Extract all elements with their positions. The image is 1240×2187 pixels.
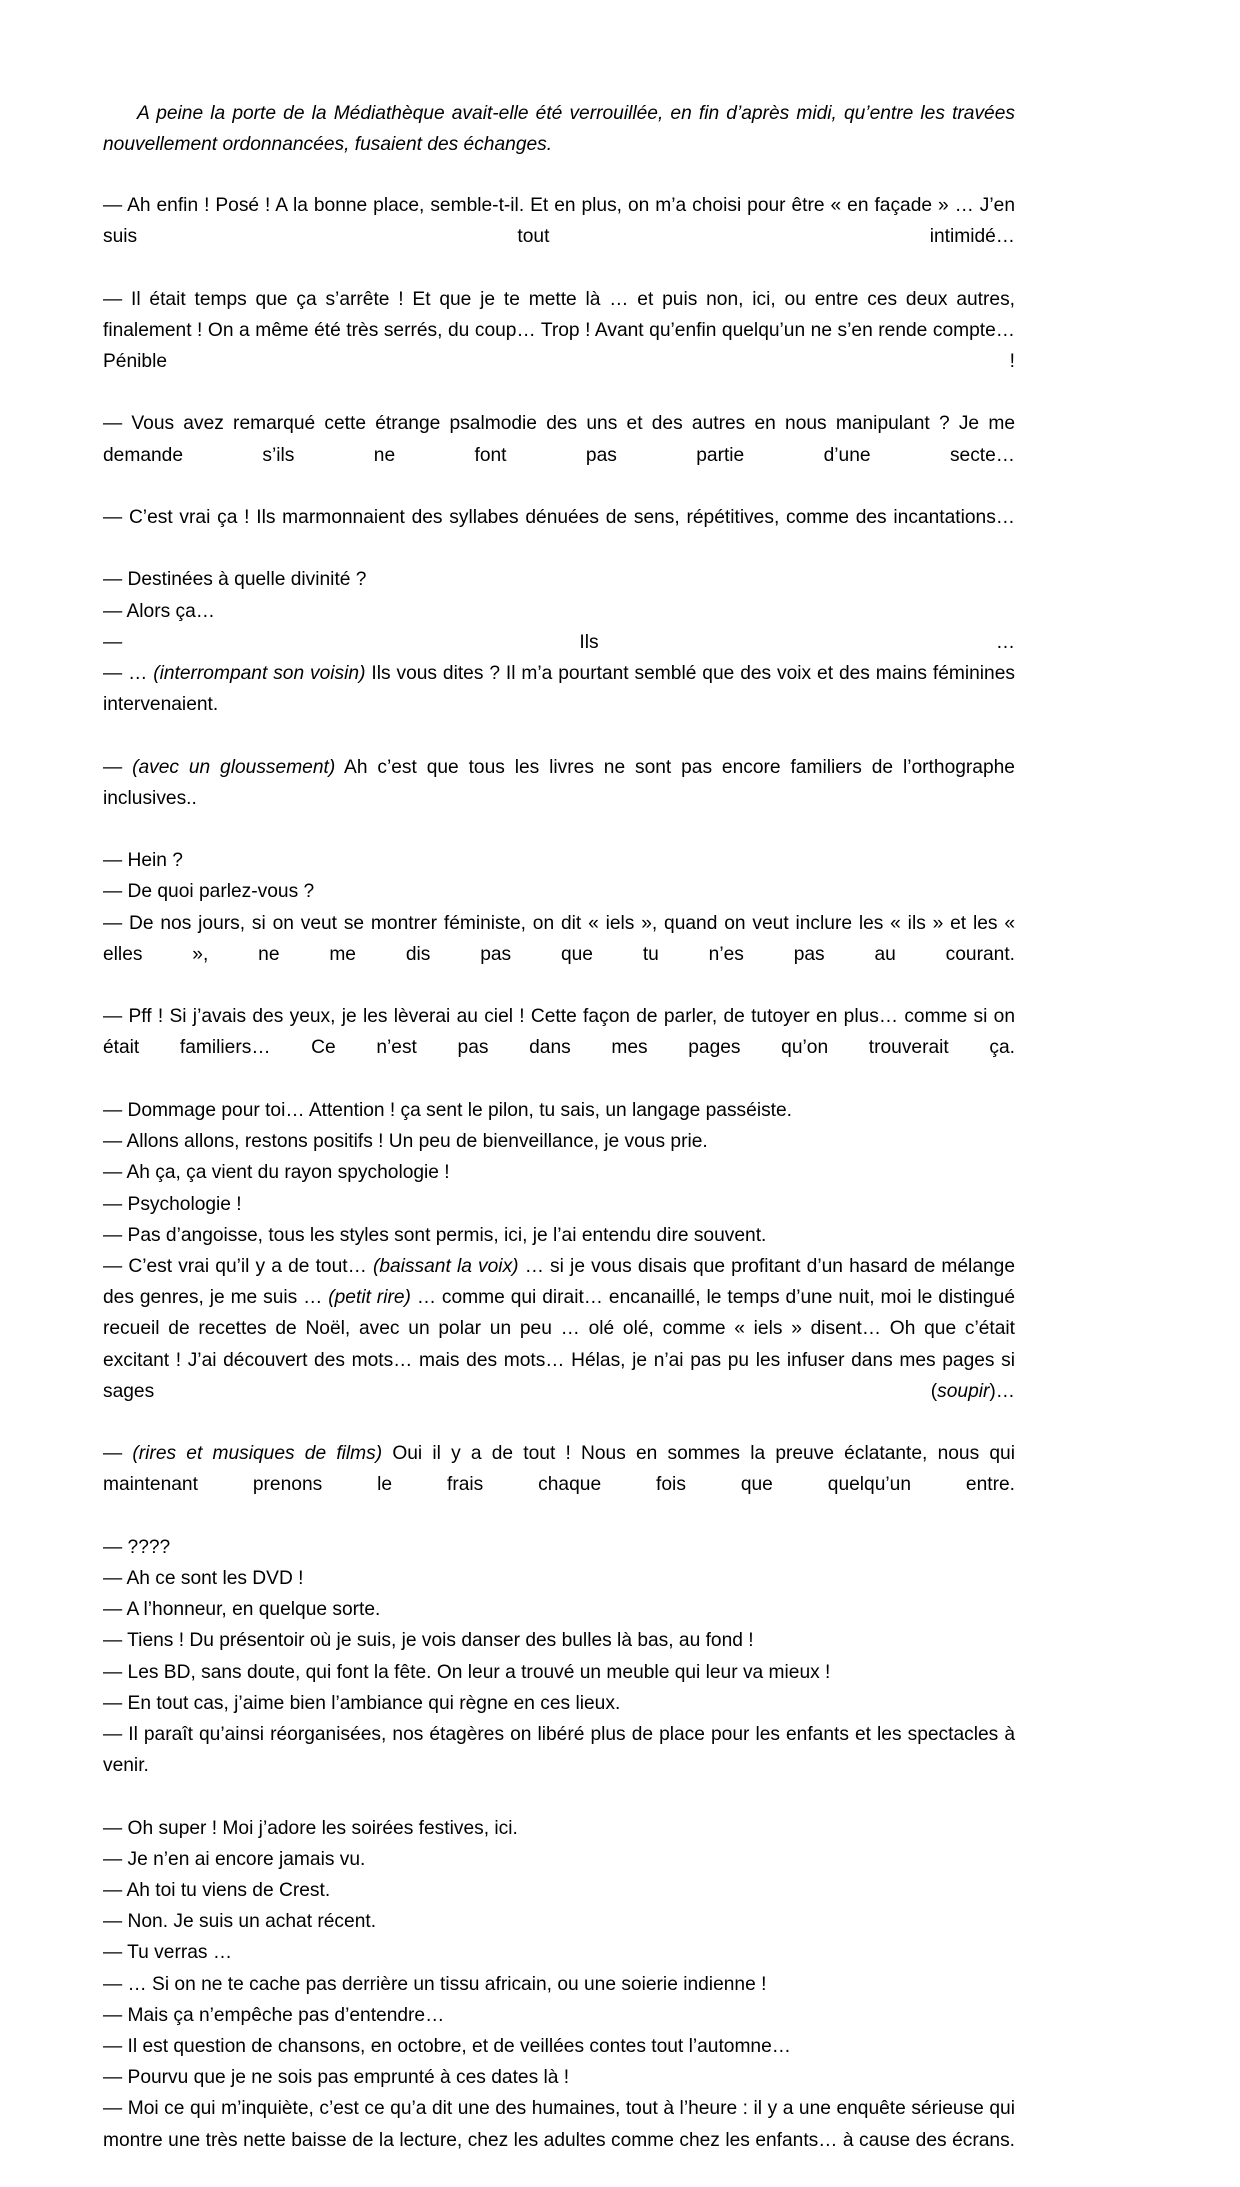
dialogue-line: — Alors ça… (103, 600, 215, 622)
stage-direction: (rires et musiques de films) (132, 1443, 383, 1465)
line-suffix: Ils vous dites ? Il m’a pourtant semblé que des voix et des mains féminines intervenaient. (103, 663, 1015, 716)
dialogue-line: — Il est question de chansons, en octobre, et de veillées contes tout l’automne… (103, 2035, 791, 2057)
dialogue-line: — Mais ça n’empêche pas d’entendre… (103, 2004, 445, 2026)
dialogue-line-spread (103, 627, 1015, 658)
dialogue-line: — De quoi parlez-vous ? (103, 881, 315, 903)
dialogue-line: — ???? (103, 1536, 171, 1558)
line-suffix: Ah c’est que tous les livres ne sont pas encore familiers de l’orthographe inclusives.. (103, 756, 1015, 809)
dialogue-block (103, 190, 1015, 2187)
dialogue-line (103, 1251, 1015, 1438)
dialogue-line: — Ah enfin ! Posé ! A la bonne place, semble-t-il. Et en plus, on m’a choisi pour être « en façade » … J’en suis tout intimidé… (103, 195, 1015, 248)
dialogue-line: — Dommage pour toi… Attention ! ça sent le pilon, tu sais, un langage passéiste. (103, 1099, 793, 1121)
stage-direction: (baissant la voix) (372, 1255, 519, 1277)
dialogue-line: — Tiens ! Du présentoir où je suis, je vois danser des bulles là bas, au fond ! (103, 1630, 754, 1652)
dialogue-line: — Ah toi tu viens de Crest. (103, 1879, 331, 1901)
dialogue-line: — Vous avez remarqué cette étrange psalmodie des uns et des autres en nous manipulant ? Je me demande s’ils ne font pas partie d’une secte… (103, 413, 1015, 466)
stage-direction: (avec un gloussement) (132, 756, 336, 778)
dialogue-line: — Ah ce sont les DVD ! (103, 1567, 304, 1589)
dialogue-line: — Les BD, sans doute, qui font la fête. On leur a trouvé un meuble qui leur va mieux ! (103, 1661, 831, 1683)
stage-direction: soupir (937, 1380, 990, 1402)
line-part: … comme qui dirait… encanaillé, le temps d’une nuit, moi le distingué recueil de recettes de Noël, avec un polar un peu … olé olé, comme « iels » disent… Oh que c’était excitant ! J’ai découvert des mots… mais des mots… Hélas, je n’ai pas pu les infuser dans mes pages si sages ( (103, 1287, 1015, 1402)
dialogue-line: — Moi ce qui m’inquiète, c’est ce qu’a dit une des humaines, tout à l’heure : il y a une enquête sérieuse qui montre une très nette baisse de la lecture, chez les adultes comme chez les enfants… à cause des écrans. (103, 2098, 1015, 2151)
line-suffix: Oui il y a de tout ! Nous en sommes la preuve éclatante, nous qui maintenant prenons le frais chaque fois que quelqu’un entre. (103, 1443, 1015, 1496)
line-part: … si je vous disais que profitant d’un hasard de mélange des genres, je me suis … (103, 1255, 1016, 1309)
dialogue-line (103, 752, 1015, 846)
dialogue-line: — Oh super ! Moi j’adore les soirées festives, ici. (103, 1817, 518, 1839)
dialogue-line: — Pff ! Si j’avais des yeux, je les lèverai au ciel ! Cette façon de parler, de tutoyer en plus… comme si on était familiers… Ce n’est pas dans mes pages qu’on trouverait ça. (103, 1006, 1015, 1059)
line-prefix: — (103, 1443, 133, 1465)
dialogue-line: — Destinées à quelle divinité ? (103, 569, 367, 591)
stage-direction: (interrompant son voisin) (153, 663, 366, 685)
line-prefix: — (103, 756, 133, 778)
dialogue-line: — Psychologie ! (103, 1193, 242, 1215)
line-part: — C’est vrai qu’il y a de tout… (103, 1255, 373, 1277)
dialogue-line: — Je n’en ai encore jamais vu. (103, 1848, 366, 1870)
dialogue-line: — De nos jours, si on veut se montrer féministe, on dit « iels », quand on veut inclure les « ils » et les « elles », ne me dis pas que tu n’es pas au courant. (103, 912, 1015, 965)
dialogue-line: — Il était temps que ça s’arrête ! Et que je te mette là … et puis non, ici, ou entre ces deux autres, finalement ! On a même été très serrés, du coup… Trop ! Avant qu’enfin quelqu’un ne s’en rende compte… Pénible ! (103, 288, 1015, 373)
dialogue-spread-middle: Ils (579, 631, 599, 653)
dialogue-line: — Tu verras … (103, 1942, 233, 1964)
dialogue-line: — Non. Je suis un achat récent. (103, 1911, 377, 1933)
dialogue-line: — A l’honneur, en quelque sorte. (103, 1599, 381, 1621)
dialogue-line: — Pas d’angoisse, tous les styles sont permis, ici, je l’ai entendu dire souvent. (103, 1224, 767, 1246)
dialogue-line (103, 1438, 1015, 1532)
dialogue-line: — C’est vrai ça ! Ils marmonnaient des syllabes dénuées de sens, répétitives, comme des incantations… (103, 507, 1015, 529)
stage-direction: (petit rire) (328, 1287, 411, 1309)
dialogue-dash: — (103, 631, 123, 653)
dialogue-line: — Il paraît qu’ainsi réorganisées, nos étagères on libéré plus de place pour les enfants et les spectacles à venir. (103, 1723, 1015, 1777)
lead-paragraph: A peine la porte de la Médiathèque avait-elle été verrouillée, en fin d’après midi, qu’entre les travées nouvellement ordonnancées, fusaient des échanges. (103, 103, 1015, 155)
dialogue-line (103, 658, 1015, 752)
dialogue-line: — Hein ? (103, 850, 183, 872)
dialogue-line: — Pourvu que je ne sois pas emprunté à ces dates là ! (103, 2067, 570, 2089)
dialogue-line: — Ah ça, ça vient du rayon spychologie ! (103, 1162, 450, 1184)
text-column (103, 98, 1015, 2187)
dialogue-line: — En tout cas, j’aime bien l’ambiance qui règne en ces lieux. (103, 1692, 621, 1714)
line-prefix: — … (103, 663, 154, 685)
line-part: )… (989, 1380, 1015, 1402)
dialogue-line: — … Si on ne te cache pas derrière un tissu africain, ou une soierie indienne ! (103, 1973, 767, 1995)
dialogue-line: — Allons allons, restons positifs ! Un peu de bienveillance, je vous prie. (103, 1131, 708, 1153)
dialogue-spread-trailing: … (995, 631, 1015, 653)
